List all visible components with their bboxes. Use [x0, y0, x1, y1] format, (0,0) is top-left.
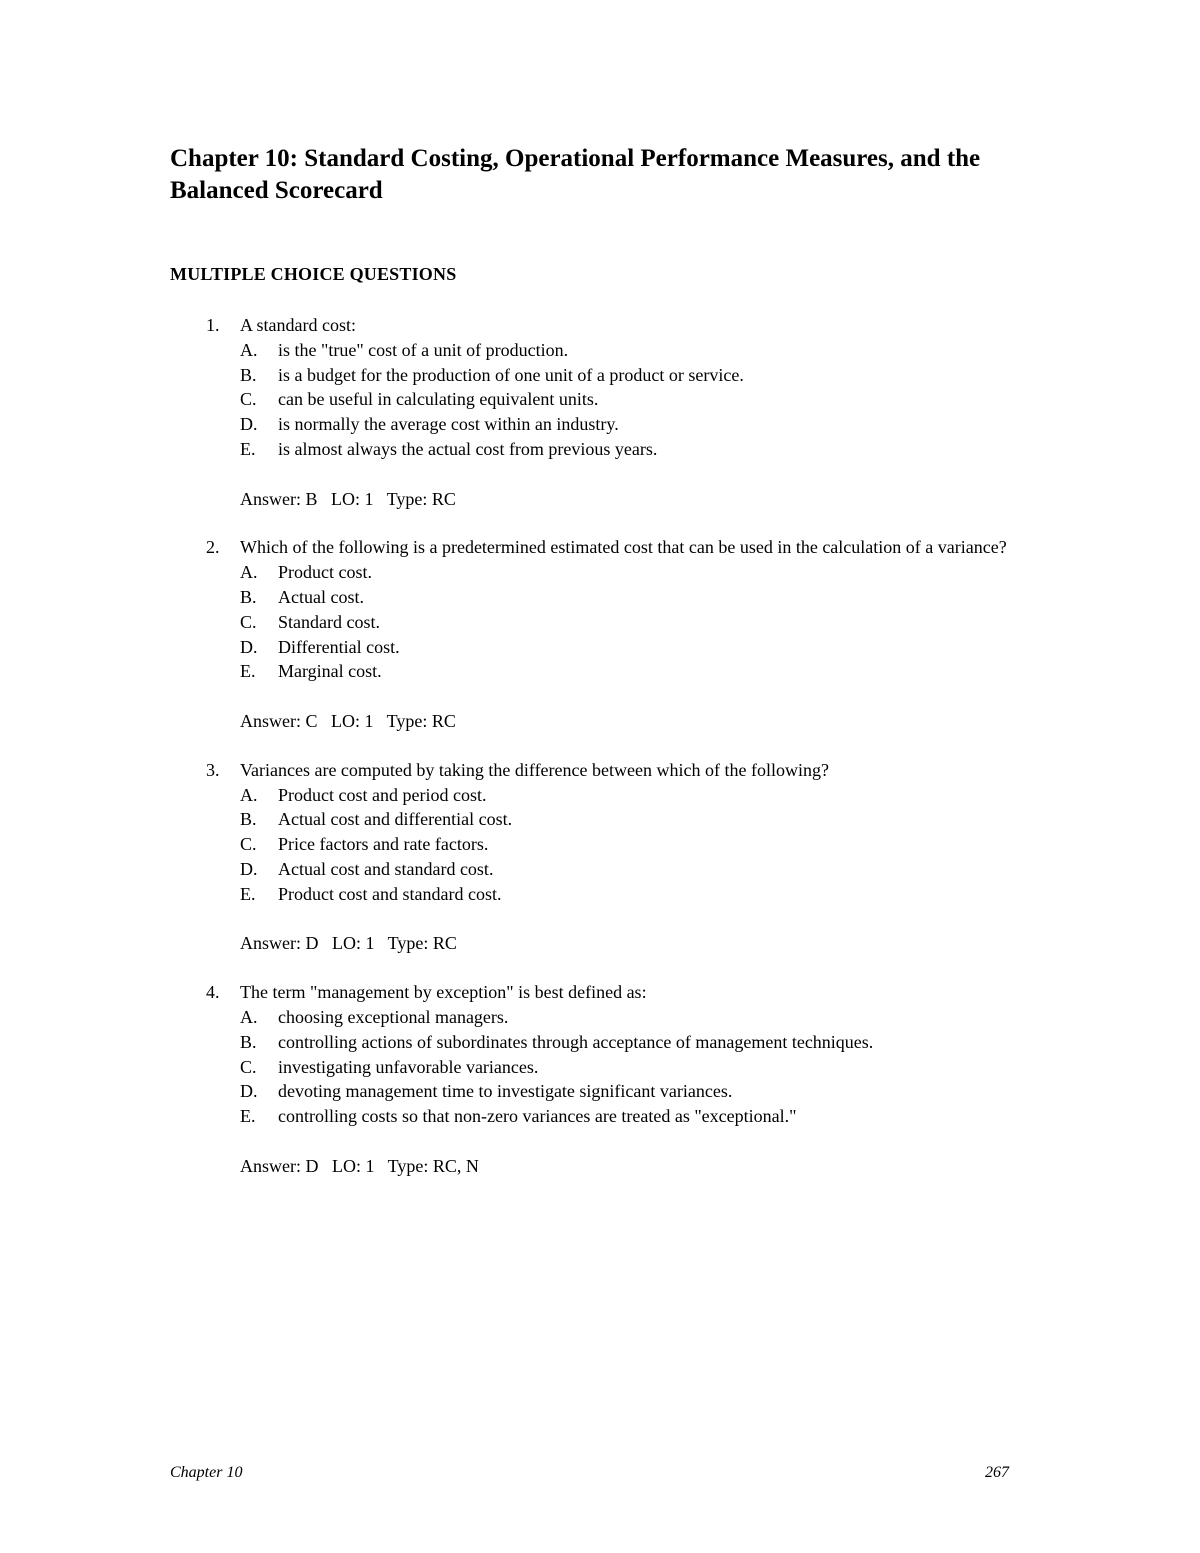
option-list — [0, 1005, 1200, 1129]
option-list — [0, 783, 1200, 907]
option-letter: D. — [240, 636, 258, 657]
option-text: Actual cost and standard cost. — [278, 858, 494, 879]
question-text: The term "management by exception" is best defined as: — [240, 982, 647, 1003]
option-text: investigating unfavorable variances. — [278, 1056, 539, 1077]
option-c — [0, 387, 1200, 412]
option-d — [0, 635, 1200, 660]
option-letter: A. — [240, 784, 258, 805]
section-heading: MULTIPLE CHOICE QUESTIONS — [170, 264, 457, 284]
option-text: is normally the average cost within an industry. — [278, 414, 619, 435]
question-list — [0, 313, 1200, 1203]
option-text: choosing exceptional managers. — [278, 1006, 509, 1027]
option-e — [0, 882, 1200, 907]
option-text: Product cost and period cost. — [278, 784, 487, 805]
option-a — [0, 560, 1200, 585]
option-b — [0, 1030, 1200, 1055]
option-letter: A. — [240, 1006, 258, 1027]
question-3 — [0, 758, 1200, 956]
option-text: Differential cost. — [278, 636, 400, 657]
question-1 — [0, 313, 1200, 511]
answer-line: Answer: D LO: 1 Type: RC, N — [240, 1155, 479, 1176]
option-letter: E. — [240, 438, 256, 459]
question-4 — [0, 980, 1200, 1178]
option-letter: D. — [240, 858, 258, 879]
option-text: can be useful in calculating equivalent units. — [278, 389, 599, 410]
question-number: 4. — [206, 982, 220, 1003]
option-letter: B. — [240, 586, 257, 607]
option-d — [0, 857, 1200, 882]
footer-page-number: 267 — [985, 1464, 1009, 1481]
answer-line: Answer: D LO: 1 Type: RC — [240, 933, 457, 954]
answer-line: Answer: C LO: 1 Type: RC — [240, 710, 456, 731]
question-2 — [0, 535, 1200, 733]
option-b — [0, 363, 1200, 388]
option-letter: C. — [240, 834, 257, 855]
option-text: controlling actions of subordinates through acceptance of management techniques. — [278, 1031, 874, 1052]
question-text: Which of the following is a predetermined estimated cost that can be used in the calculation of a variance? — [240, 537, 1007, 558]
footer-chapter-label: Chapter 10 — [170, 1464, 243, 1481]
option-a — [0, 783, 1200, 808]
option-text: is almost always the actual cost from previous years. — [278, 438, 658, 459]
option-letter: E. — [240, 1106, 256, 1127]
option-b — [0, 585, 1200, 610]
question-number: 1. — [206, 315, 220, 335]
option-c — [0, 610, 1200, 635]
option-text: Price factors and rate factors. — [278, 834, 489, 855]
option-list — [0, 560, 1200, 684]
option-a — [0, 338, 1200, 363]
option-letter: C. — [240, 1056, 257, 1077]
option-e — [0, 1104, 1200, 1129]
option-text: devoting management time to investigate significant variances. — [278, 1081, 733, 1102]
option-text: Actual cost. — [278, 586, 364, 607]
option-letter: D. — [240, 414, 258, 435]
option-letter: B. — [240, 1031, 257, 1052]
option-text: Product cost. — [278, 562, 372, 583]
option-text: is the "true" cost of a unit of production. — [278, 339, 569, 360]
question-number: 2. — [206, 537, 220, 558]
option-letter: B. — [240, 364, 257, 385]
question-text: A standard cost: — [240, 315, 356, 335]
option-list — [0, 338, 1200, 462]
option-letter: E. — [240, 883, 256, 904]
option-e — [0, 659, 1200, 684]
option-c — [0, 1055, 1200, 1080]
option-text: Standard cost. — [278, 611, 380, 632]
option-text: Actual cost and differential cost. — [278, 809, 513, 830]
option-b — [0, 807, 1200, 832]
option-letter: E. — [240, 661, 256, 682]
option-d — [0, 1079, 1200, 1104]
option-letter: B. — [240, 809, 257, 830]
option-d — [0, 412, 1200, 437]
option-letter: C. — [240, 611, 257, 632]
option-text: is a budget for the production of one unit of a product or service. — [278, 364, 744, 385]
option-letter: D. — [240, 1081, 258, 1102]
option-letter: A. — [240, 562, 258, 583]
option-letter: C. — [240, 389, 257, 410]
question-text: Variances are computed by taking the difference between which of the following? — [240, 759, 829, 780]
option-a — [0, 1005, 1200, 1030]
option-c — [0, 832, 1200, 857]
option-text: Product cost and standard cost. — [278, 883, 502, 904]
answer-line: Answer: B LO: 1 Type: RC — [240, 488, 456, 509]
option-letter: A. — [240, 339, 258, 360]
question-number: 3. — [206, 759, 220, 780]
option-text: Marginal cost. — [278, 661, 382, 682]
chapter-title: Chapter 10: Standard Costing, Operational Performance Measures, and the Balanced Scorecard — [170, 145, 981, 204]
option-text: controlling costs so that non-zero variances are treated as "exceptional." — [278, 1106, 797, 1127]
option-e — [0, 437, 1200, 462]
